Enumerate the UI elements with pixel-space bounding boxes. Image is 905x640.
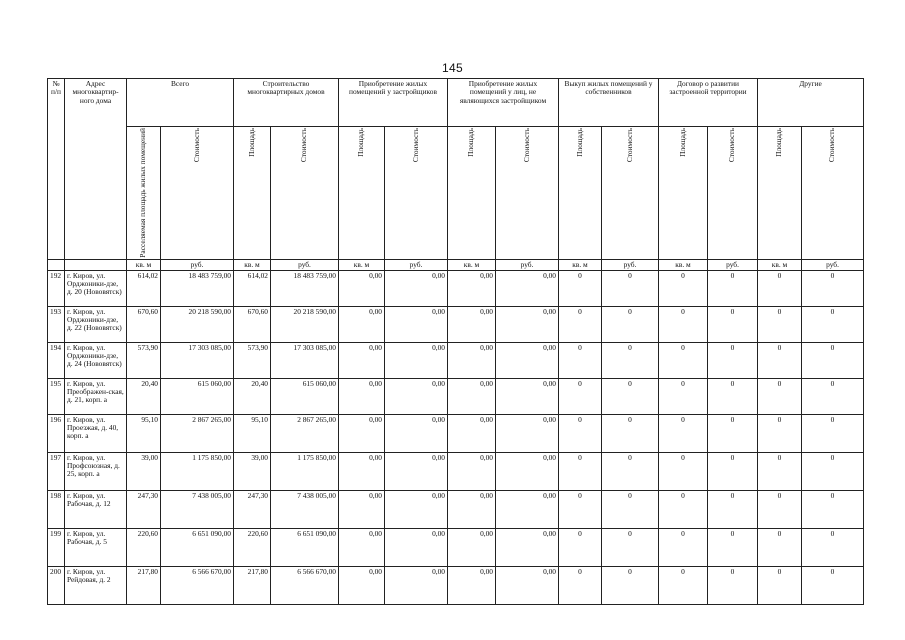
table-cell: 0,00: [448, 378, 496, 414]
sub-header: [559, 127, 602, 260]
table-cell: 0,00: [385, 342, 448, 378]
table-cell: 0: [802, 566, 864, 604]
table-row: [48, 342, 864, 378]
sub-header-label: Площадь: [356, 128, 366, 157]
unit-cell: руб.: [602, 259, 659, 270]
row-number: 198: [48, 490, 65, 528]
sub-header: [234, 127, 271, 260]
row-address: г. Киров, ул. Профсоюзная, д. 25, корп. а: [65, 452, 127, 490]
table-cell: 0: [802, 452, 864, 490]
table-cell: 0: [758, 414, 802, 452]
table-cell: 0,00: [339, 452, 385, 490]
header-row-groups: [48, 79, 864, 127]
sub-header-label: Площадь: [466, 128, 476, 157]
table-cell: 615 060,00: [161, 378, 234, 414]
table-cell: 20 218 590,00: [271, 306, 339, 342]
table-cell: 0,00: [496, 342, 559, 378]
unit-cell: руб.: [385, 259, 448, 270]
table-cell: 615 060,00: [271, 378, 339, 414]
table-cell: 6 566 670,00: [161, 566, 234, 604]
table-row: [48, 528, 864, 566]
table-cell: 0,00: [339, 566, 385, 604]
sub-header: [127, 127, 161, 260]
table-cell: 0: [758, 270, 802, 306]
table-cell: 220,60: [127, 528, 161, 566]
table-cell: 670,60: [234, 306, 271, 342]
sub-header-label: Стоимость: [299, 128, 309, 163]
table-cell: 0: [602, 306, 659, 342]
table-cell: 0: [758, 452, 802, 490]
row-address: г. Киров, ул. Преображен-ская, д. 21, корп. а: [65, 378, 127, 414]
table-cell: 17 303 085,00: [161, 342, 234, 378]
table-cell: 0: [802, 306, 864, 342]
table-cell: 0: [559, 490, 602, 528]
table-cell: 0: [559, 342, 602, 378]
table-cell: 0: [559, 528, 602, 566]
table-cell: 0,00: [385, 270, 448, 306]
unit-cell: руб.: [271, 259, 339, 270]
table-cell: 0,00: [448, 566, 496, 604]
table-row: [48, 452, 864, 490]
units-blank: [48, 259, 65, 270]
table-cell: 0: [602, 414, 659, 452]
table-cell: 0: [659, 378, 708, 414]
table-row: [48, 490, 864, 528]
header-group-territory: Договор о развитии застроенной территории: [659, 79, 758, 127]
table-cell: 0: [708, 270, 758, 306]
table-cell: 0: [758, 342, 802, 378]
table-cell: 0: [559, 414, 602, 452]
header-row-units: [48, 259, 864, 270]
table-cell: 7 438 005,00: [271, 490, 339, 528]
table-cell: 95,10: [127, 414, 161, 452]
sub-header: [802, 127, 864, 260]
table-cell: 2 867 265,00: [161, 414, 234, 452]
table-cell: 0: [802, 270, 864, 306]
resettlement-table: [47, 78, 864, 605]
table-cell: 573,90: [234, 342, 271, 378]
table-cell: 20,40: [234, 378, 271, 414]
header-group-non-developers: Приобретение жилых помещений у лиц, не являющихся застройщиком: [448, 79, 559, 127]
header-num: № п/п: [48, 79, 65, 260]
row-number: 199: [48, 528, 65, 566]
table-cell: 0: [708, 414, 758, 452]
table-cell: 0: [802, 490, 864, 528]
table-cell: 0: [559, 306, 602, 342]
table-cell: 18 483 759,00: [161, 270, 234, 306]
sub-header: [496, 127, 559, 260]
row-address: г. Киров, ул. Проезжая, д. 40, корп. а: [65, 414, 127, 452]
table-cell: 670,60: [127, 306, 161, 342]
table-cell: 0,00: [339, 342, 385, 378]
table-cell: 0,00: [385, 306, 448, 342]
table-cell: 0: [602, 378, 659, 414]
table-cell: 0,00: [496, 528, 559, 566]
table-cell: 95,10: [234, 414, 271, 452]
unit-cell: руб.: [496, 259, 559, 270]
table-cell: 0: [708, 306, 758, 342]
table-cell: 0,00: [339, 490, 385, 528]
table-cell: 217,80: [127, 566, 161, 604]
row-address: г. Киров, ул. Рейдовая, д. 2: [65, 566, 127, 604]
table-cell: 0,00: [448, 414, 496, 452]
table-cell: 217,80: [234, 566, 271, 604]
table-body: [48, 270, 864, 604]
table-cell: 0: [659, 528, 708, 566]
units-blank: [65, 259, 127, 270]
table-cell: 6 566 670,00: [271, 566, 339, 604]
row-address: г. Киров, ул. Рабочая, д. 5: [65, 528, 127, 566]
table-cell: 6 651 090,00: [271, 528, 339, 566]
sub-header-label: Площадь: [774, 128, 784, 157]
table-cell: 0,00: [496, 306, 559, 342]
table-cell: 0,00: [385, 452, 448, 490]
table-cell: 0,00: [385, 378, 448, 414]
sub-header-label: Стоимость: [827, 128, 837, 163]
row-address: г. Киров, ул. Рабочая, д. 12: [65, 490, 127, 528]
unit-cell: кв. м: [559, 259, 602, 270]
sub-header: [385, 127, 448, 260]
table-cell: 0: [708, 378, 758, 414]
table-cell: 1 175 850,00: [161, 452, 234, 490]
sub-header: [339, 127, 385, 260]
sub-header: [602, 127, 659, 260]
sub-header: [758, 127, 802, 260]
table-cell: 0: [559, 566, 602, 604]
table-row: [48, 566, 864, 604]
header-group-other: Другие: [758, 79, 864, 127]
unit-cell: руб.: [161, 259, 234, 270]
table-cell: 0: [659, 342, 708, 378]
header-group-construction: Строительство многоквартирных домов: [234, 79, 339, 127]
table-cell: 0: [758, 528, 802, 566]
table-cell: 0: [802, 342, 864, 378]
unit-cell: руб.: [708, 259, 758, 270]
sub-header-label: Стоимость: [191, 128, 201, 163]
sub-header: [448, 127, 496, 260]
header-group-total: Всего: [127, 79, 234, 127]
table-cell: 614,02: [127, 270, 161, 306]
header-group-buyout: Выкуп жилых помещений у собственников: [559, 79, 659, 127]
table-cell: 0: [708, 490, 758, 528]
header-address: Адрес многоквартир-ного дома: [65, 79, 127, 260]
unit-cell: кв. м: [234, 259, 271, 270]
unit-cell: кв. м: [758, 259, 802, 270]
table-cell: 0,00: [448, 452, 496, 490]
table-cell: 0,00: [339, 306, 385, 342]
table-cell: 0: [559, 378, 602, 414]
table-cell: 0: [758, 490, 802, 528]
table-cell: 0,00: [496, 414, 559, 452]
table-cell: 0,00: [448, 306, 496, 342]
table-cell: 0: [559, 270, 602, 306]
row-number: 192: [48, 270, 65, 306]
table-cell: 0: [602, 566, 659, 604]
table-cell: 0: [659, 452, 708, 490]
header-group-developers: Приобретение жилых помещений у застройщиков: [339, 79, 448, 127]
table-cell: 0: [602, 528, 659, 566]
table-cell: 0,00: [448, 490, 496, 528]
unit-cell: кв. м: [659, 259, 708, 270]
table-cell: 39,00: [127, 452, 161, 490]
table-cell: 7 438 005,00: [161, 490, 234, 528]
unit-cell: руб.: [802, 259, 864, 270]
table-cell: 0: [602, 490, 659, 528]
table-cell: 20 218 590,00: [161, 306, 234, 342]
sub-header-label: Расселяемая площадь жилых помещений: [138, 128, 148, 258]
table-cell: 0: [802, 528, 864, 566]
table-row: [48, 414, 864, 452]
row-number: 196: [48, 414, 65, 452]
table-cell: 0,00: [339, 270, 385, 306]
table-cell: 0,00: [448, 270, 496, 306]
table-cell: 247,30: [127, 490, 161, 528]
row-number: 195: [48, 378, 65, 414]
table-row: [48, 270, 864, 306]
table-cell: 0,00: [496, 452, 559, 490]
table-cell: 0,00: [339, 378, 385, 414]
table-cell: 0: [802, 378, 864, 414]
table-cell: 0,00: [385, 566, 448, 604]
table-cell: 0,00: [448, 528, 496, 566]
table-cell: 0: [602, 342, 659, 378]
row-address: г. Киров, ул. Орджоники-дзе, д. 22 (Нововятск): [65, 306, 127, 342]
table-cell: 0: [708, 452, 758, 490]
table-cell: 0: [559, 452, 602, 490]
table-cell: 0: [802, 414, 864, 452]
table-cell: 0: [659, 306, 708, 342]
table-cell: 0: [659, 566, 708, 604]
table-cell: 614,02: [234, 270, 271, 306]
sub-header: [271, 127, 339, 260]
table-row: [48, 378, 864, 414]
row-number: 193: [48, 306, 65, 342]
sub-header: [708, 127, 758, 260]
sub-header: [161, 127, 234, 260]
table-cell: 0,00: [496, 490, 559, 528]
table-cell: 220,60: [234, 528, 271, 566]
row-address: г. Киров, ул. Орджоники-дзе, д. 20 (Нововятск): [65, 270, 127, 306]
table-cell: 0,00: [496, 378, 559, 414]
sub-header-label: Стоимость: [624, 128, 634, 163]
sub-header: [659, 127, 708, 260]
sub-header-label: Стоимость: [410, 128, 420, 163]
table-cell: 573,90: [127, 342, 161, 378]
table-cell: 0: [659, 490, 708, 528]
row-number: 197: [48, 452, 65, 490]
row-address: г. Киров, ул. Орджоники-дзе, д. 24 (Нововятск): [65, 342, 127, 378]
table-cell: 2 867 265,00: [271, 414, 339, 452]
table-cell: 0: [708, 342, 758, 378]
table-cell: 0: [758, 566, 802, 604]
sub-header-label: Площадь: [574, 128, 584, 157]
table-cell: 0,00: [496, 566, 559, 604]
table-cell: 20,40: [127, 378, 161, 414]
unit-cell: кв. м: [339, 259, 385, 270]
table-cell: 0: [659, 270, 708, 306]
unit-cell: кв. м: [127, 259, 161, 270]
table-cell: 0,00: [339, 528, 385, 566]
table-cell: 0,00: [448, 342, 496, 378]
header-row-subcolumns: [48, 127, 864, 260]
table-cell: 0,00: [385, 414, 448, 452]
table-cell: 6 651 090,00: [161, 528, 234, 566]
table-cell: 0: [659, 414, 708, 452]
sub-header-label: Площадь: [677, 128, 687, 157]
table-cell: 0: [758, 378, 802, 414]
sub-header-label: Стоимость: [521, 128, 531, 163]
table-cell: 0: [708, 528, 758, 566]
table-cell: 0,00: [339, 414, 385, 452]
table-cell: 1 175 850,00: [271, 452, 339, 490]
table-cell: 0,00: [385, 490, 448, 528]
row-number: 194: [48, 342, 65, 378]
table-cell: 0: [758, 306, 802, 342]
table-cell: 0: [602, 270, 659, 306]
table-cell: 0,00: [385, 528, 448, 566]
sub-header-label: Стоимость: [727, 128, 737, 163]
table-cell: 0,00: [496, 270, 559, 306]
table-cell: 17 303 085,00: [271, 342, 339, 378]
table-cell: 0: [708, 566, 758, 604]
table-cell: 247,30: [234, 490, 271, 528]
table-row: [48, 306, 864, 342]
unit-cell: кв. м: [448, 259, 496, 270]
table-cell: 39,00: [234, 452, 271, 490]
row-number: 200: [48, 566, 65, 604]
page-number: 145: [442, 61, 463, 75]
table-cell: 0: [602, 452, 659, 490]
table-cell: 18 483 759,00: [271, 270, 339, 306]
sub-header-label: Площадь: [246, 128, 256, 157]
